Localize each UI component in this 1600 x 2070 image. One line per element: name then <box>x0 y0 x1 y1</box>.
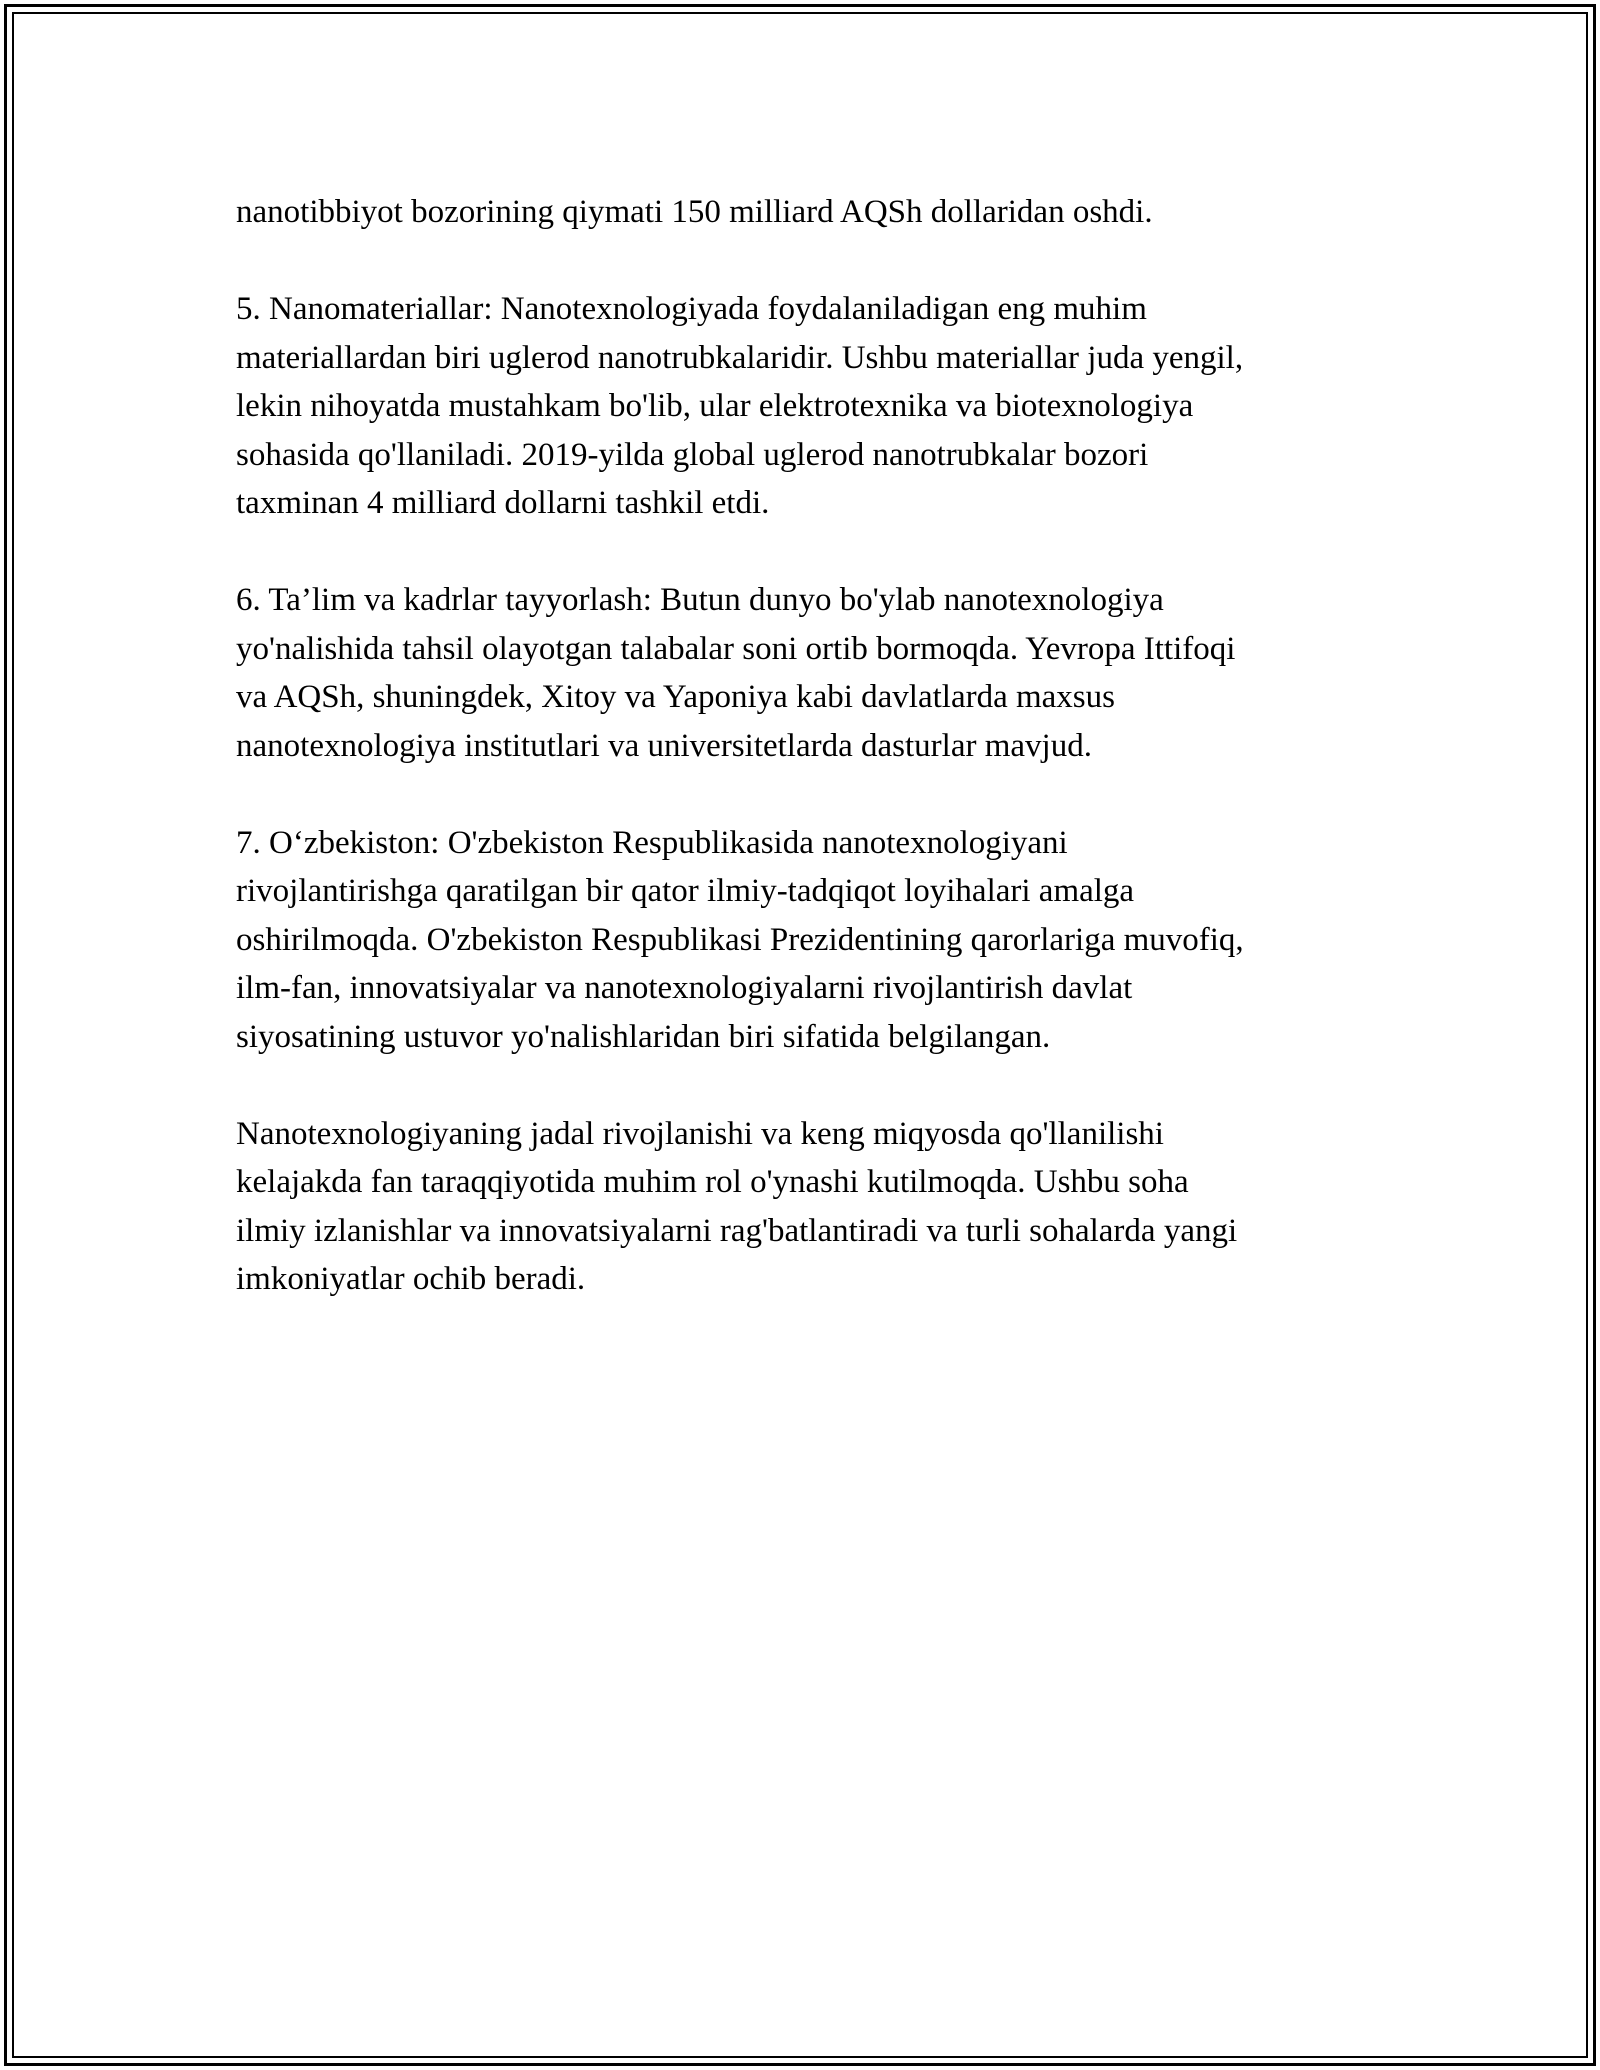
paragraph-market-value: nanotibbiyot bozorining qiymati 150 milliard AQSh dollaridan oshdi. <box>236 194 1153 230</box>
paragraph-nanomaterials: 5. Nanomateriallar: Nanotexnologiyada foydalaniladigan eng muhim materiallardan biri uglerod nanotrubkalaridir. Ushbu materiallar juda yengil, lekin nihoyatda mustahkam bo'lib, ular elektrotexnika va biotexnologiya sohasida qo'llaniladi. 2019-yilda global uglerod nanotrubkalar bozori taxminan 4 milliard dollarni tashkil etdi. <box>236 291 1244 521</box>
paragraph-uzbekistan: 7. O‘zbekiston: O'zbekiston Respublikasida nanotexnologiyani rivojlantirishga qaratilgan bir qator ilmiy-tadqiqot loyihalari amalga oshirilmoqda. O'zbekiston Respublikasi Prezidentining qarorlariga muvofiq, ilm-fan, innovatsiyalar va nanotexnologiyalarni rivojlantirish davlat siyosatining ustuvor yo'nalishlaridan biri sifatida belgilangan. <box>236 824 1244 1055</box>
paragraph-conclusion: Nanotexnologiyaning jadal rivojlanishi va keng miqyosda qo'llanilishi kelajakda fan taraqqiyotida muhim rol o'ynashi kutilmoqda. Ushbu soha ilmiy izlanishlar va innovatsiyalarni rag'batlantiradi va turli sohalarda yangi imkoniyatlar ochib beradi. <box>236 1115 1238 1297</box>
document-body <box>236 188 1366 1352</box>
paragraph-education: 6. Ta’lim va kadrlar tayyorlash: Butun dunyo bo'ylab nanotexnologiya yo'nalishida tahsil olayotgan talabalar soni ortib bormoqda. Yevropa Ittifoqi va AQSh, shuningdek, Xitoy va Yaponiya kabi davlatlarda maxsus nanotexnologiya institutlari va universitetlarda dasturlar mavjud. <box>236 582 1236 764</box>
